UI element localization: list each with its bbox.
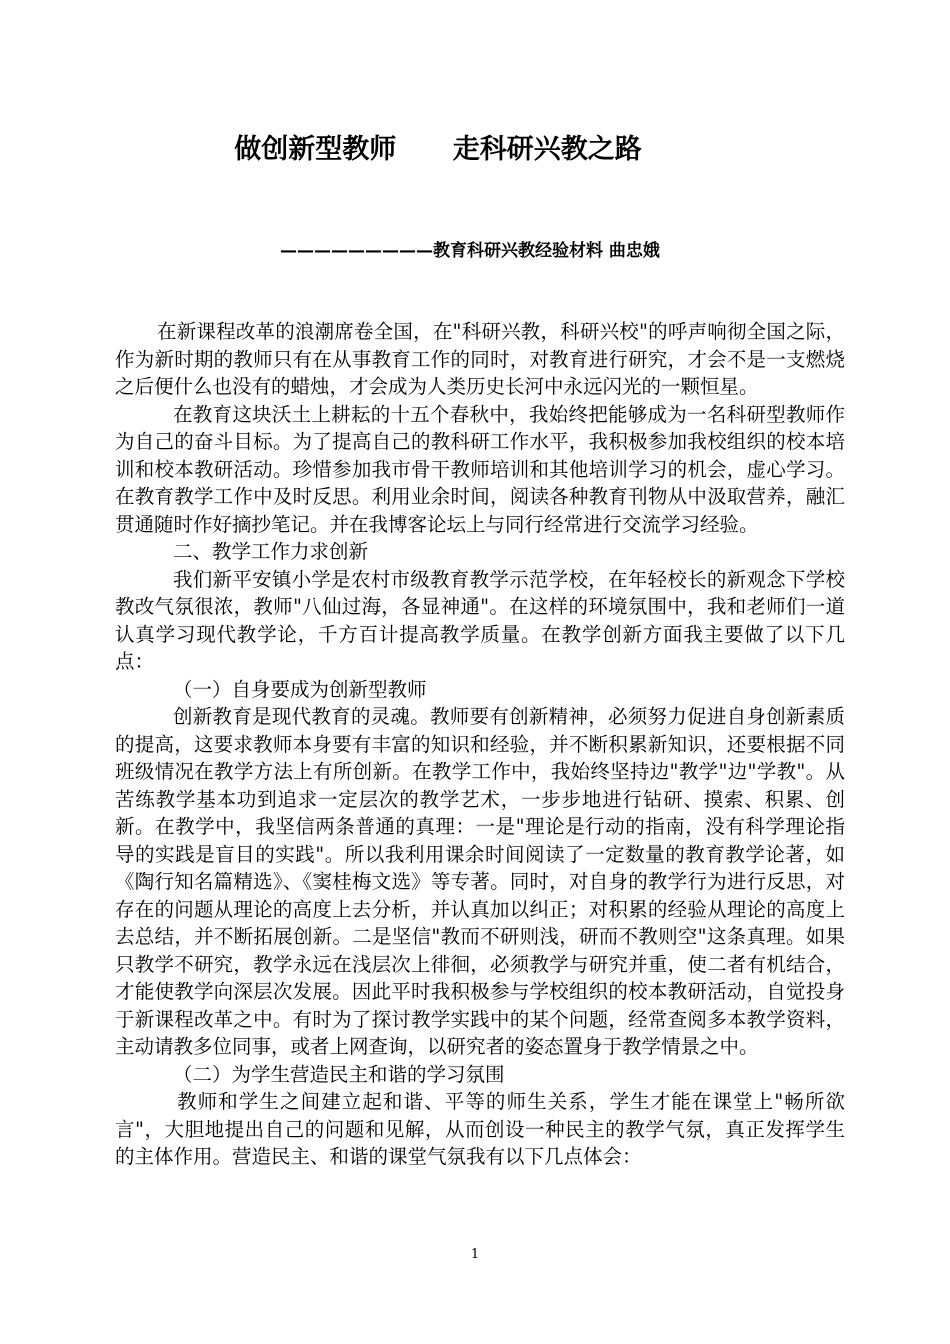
paragraph-school: 我们新平安镇小学是农村市级教育教学示范学校，在年轻校长的新观念下学校教改气氛很浓，教师"八仙过海，各显神通"。在这样的环境氛围中，我和老师们一道认真学习现代教学论，千方百计提高教学质量。在教学创新方面我主要做了以下几点： (115, 567, 845, 673)
subsection-heading-innovative-teacher: （一）自身要成为创新型教师 (173, 677, 427, 701)
document-body (115, 318, 845, 1171)
document-subtitle: —————————教育科研兴教经验材料 曲忠娥 (280, 241, 660, 261)
document-title: 做创新型教师 走科研兴教之路 (234, 134, 642, 165)
paragraph-teacher-student: 教师和学生之间建立起和谐、平等的师生关系，学生才能在课堂上"畅所欲言"，大胆地提出自己的问题和见解，从而创设一种民主的教学气氛，真正发挥学生的主体作用。营造民主、和谐的课堂气氛我有以下几点体会： (115, 1090, 845, 1168)
subsection-heading-democratic-atmosphere: （二）为学生营造民主和谐的学习氛围 (173, 1062, 505, 1086)
section-heading-teaching-innovation: 二、教学工作力求创新 (173, 540, 369, 563)
page-number: 1 (470, 1247, 480, 1262)
paragraph-innovation-education: 创新教育是现代教育的灵魂。教师要有创新精神，必须努力促进自身创新素质的提高，这要求教师本身要有丰富的知识和经验，并不断积累新知识，还要根据不同班级情况在教学方法上有所创新。在教学工作中，我始终坚持边"教学"边"学教"。从苦练教学基本功到追求一定层次的教学艺术，一步步地进行钻研、摸索、积累、创新。在教学中，我坚信两条普通的真理：一是"理论是行动的指南，没有科学理论指导的实践是盲目的实践"。所以我利用课余时间阅读了一定数量的教育教学论著，如《陶行知名篇精选》、《窦桂梅文选》等专著。同时，对自身的教学行为进行反思，对存在的问题从理论的高度上去分析，并认真加以纠正；对积累的经验从理论的高度上去总结，并不断拓展创新。二是坚信"教而不研则浅，研而不教则空"这条真理。如果只教学不研究，教学永远在浅层次上徘徊，必须教学与研究并重，使二者有机结合，才能使教学向深层次发展。因此平时我积极参与学校组织的校本教研活动，自觉投身于新课程改革之中。有时为了探讨教学实践中的某个问题，经常查阅多本教学资料，主动请教多位同事，或者上网查询，以研究者的姿态置身于教学情景之中。 (115, 705, 845, 1058)
paragraph-goal: 在教育这块沃土上耕耘的十五个春秋中，我始终把能够成为一名科研型教师作为自己的奋斗目标。为了提高自己的教科研工作水平，我积极参加我校组织的校本培训和校本教研活动。珍惜参加我市骨干教师培训和其他培训学习的机会，虚心学习。在教育教学工作中及时反思。利用业余时间，阅读各种教育刊物从中汲取营养，融汇贯通随时作好摘抄笔记。并在我博客论坛上与同行经常进行交流学习经验。 (115, 402, 845, 536)
paragraph-intro: 在新课程改革的浪潮席卷全国，在"科研兴教，科研兴校"的呼声响彻全国之际，作为新时期的教师只有在从事教育工作的同时，对教育进行研究，才会不是一支燃烧之后便什么也没有的蜡烛，才会成为人类历史长河中永远闪光的一颗恒星。 (115, 320, 845, 398)
